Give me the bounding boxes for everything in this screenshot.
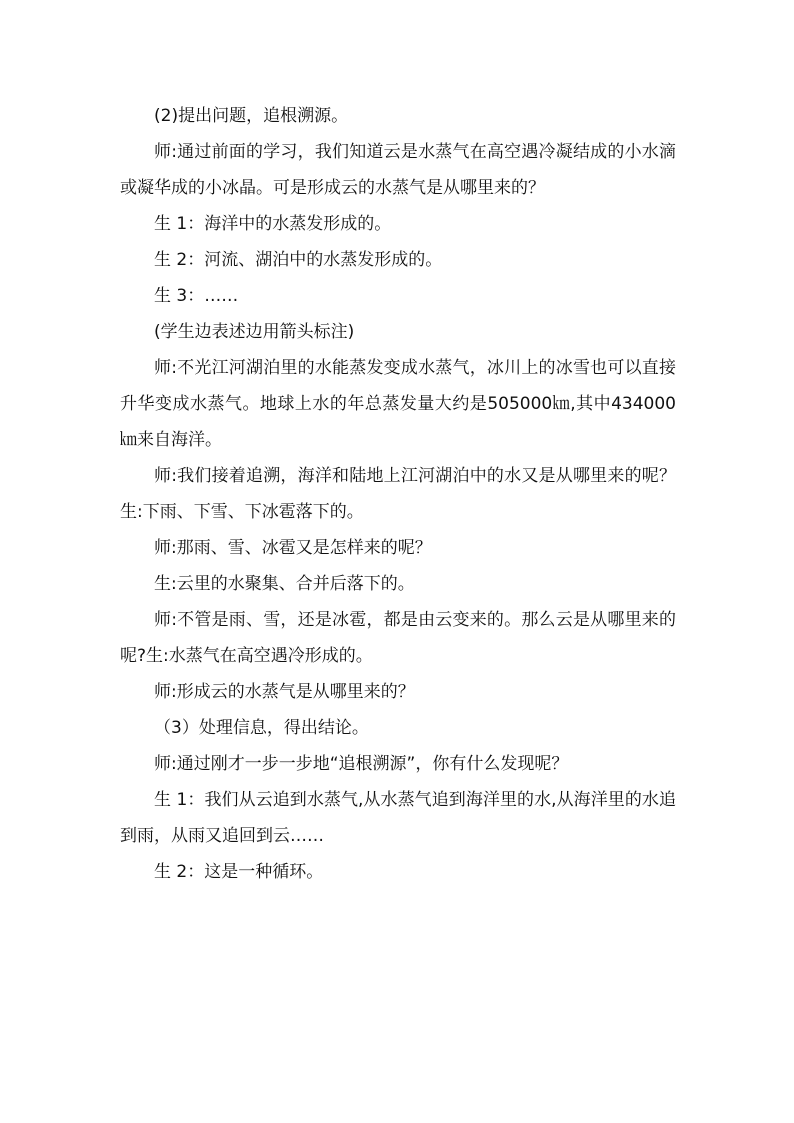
paragraph-teacher-cloud-origin: 师:不管是雨、雪，还是冰雹，都是由云变来的。那么云是从哪里来的呢?生:水蒸气在高空遇冷形成的。 — [120, 610, 676, 666]
paragraph-student-1-discovery: 生 1：我们从云追到水蒸气,从水蒸气追到海洋里的水,从海洋里的水追到雨，从雨又追回到云…… — [120, 790, 676, 846]
paragraph-teacher-discovery-question: 师:通过刚才一步一步地“追根溯源”，你有什么发现呢？ — [154, 754, 569, 774]
paragraph-student-2-answer: 生 2：河流、湖泊中的水蒸发形成的。 — [154, 250, 443, 270]
paragraph-teacher-precipitation-question: 师:那雨、雪、冰雹又是怎样来的呢？ — [154, 538, 432, 558]
paragraph-teacher-vapor-origin: 师:形成云的水蒸气是从哪里来的？ — [154, 682, 415, 702]
paragraph-stage-note: (学生边表述边用箭头标注) — [154, 322, 355, 342]
document-body — [120, 98, 676, 890]
paragraph-student-1-answer: 生 1：海洋中的水蒸发形成的。 — [154, 214, 392, 234]
paragraph-teacher-question-1: 师:通过前面的学习，我们知道云是水蒸气在高空遇冷凝结成的小水滴或凝华成的小冰晶。可是形成云的水蒸气是从哪里来的？ — [120, 142, 676, 198]
paragraph-section-heading-3: （3）处理信息，得出结论。 — [154, 718, 369, 738]
paragraph-section-heading-2: (2)提出问题，追根溯源。 — [154, 106, 349, 126]
paragraph-student-cloud-answer: 生:云里的水聚集、合并后落下的。 — [154, 574, 415, 594]
paragraph-teacher-evaporation: 师:不光江河湖泊里的水能蒸发变成水蒸气，冰川上的冰雪也可以直接升华变成水蒸气。地球上水的年总蒸发量大约是505000㎞,其中434000㎞来自海洋。 — [120, 358, 676, 450]
paragraph-teacher-trace-back: 师:我们接着追溯，海洋和陆地上江河湖泊中的水又是从哪里来的呢？生:下雨、下雪、下冰雹落下的。 — [120, 466, 676, 522]
paragraph-student-3-answer: 生 3：…… — [154, 286, 239, 306]
paragraph-student-2-cycle: 生 2：这是一种循环。 — [154, 862, 324, 882]
